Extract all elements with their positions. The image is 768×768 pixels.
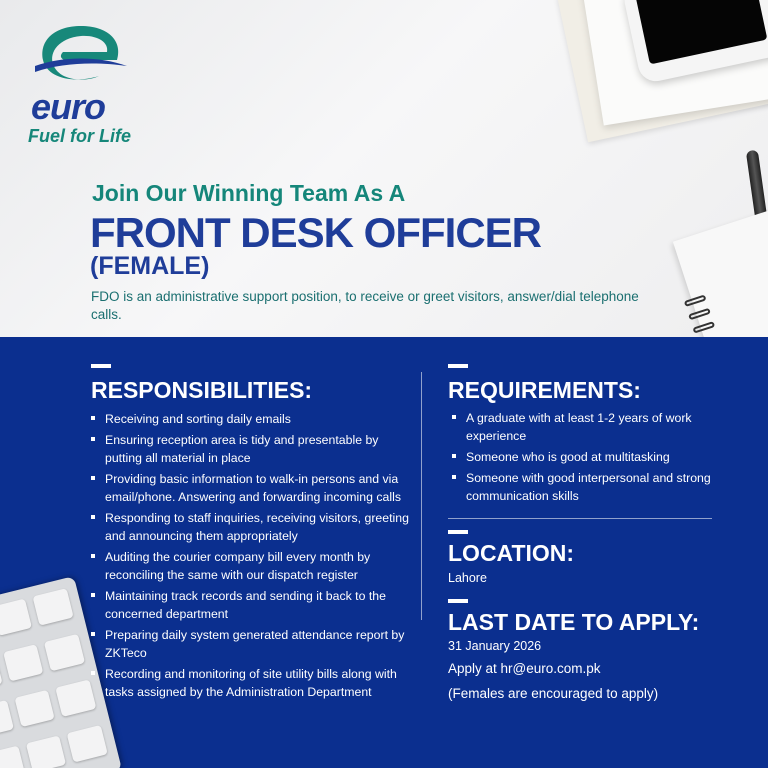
- section-marker: [448, 530, 468, 534]
- role-title: FRONT DESK OFFICER: [90, 209, 541, 256]
- list-item: Receiving and sorting daily emails: [91, 410, 409, 428]
- deadline-date: 31 January 2026: [448, 639, 542, 653]
- apply-note: (Females are encouraged to apply): [448, 686, 659, 701]
- list-item: Ensuring reception area is tidy and presentable by putting all material in place: [91, 431, 409, 467]
- column-divider: [421, 372, 422, 620]
- section-marker: [448, 599, 468, 603]
- list-item: Responding to staff inquiries, receiving visitors, greeting and announcing them appropriately: [91, 509, 409, 545]
- list-item: Someone with good interpersonal and strong communication skills: [452, 469, 722, 505]
- section-divider: [448, 518, 712, 519]
- join-heading: Join Our Winning Team As A: [92, 180, 406, 206]
- location-heading: LOCATION:: [448, 540, 575, 566]
- list-item: Maintaining track records and sending it back to the concerned department: [91, 587, 409, 623]
- responsibilities-heading: RESPONSIBILITIES:: [91, 377, 313, 403]
- role-subtitle: (FEMALE): [90, 252, 210, 280]
- header-section: [0, 0, 768, 337]
- location-value: Lahore: [448, 571, 487, 585]
- brand-name: euro: [31, 86, 106, 127]
- section-marker: [91, 364, 111, 368]
- list-item: Providing basic information to walk-in persons and via email/phone. Answering and forwarding incoming calls: [91, 470, 409, 506]
- list-item: Recording and monitoring of site utility bills along with tasks assigned by the Administration Department: [91, 665, 409, 701]
- deadline-heading: LAST DATE TO APPLY:: [448, 609, 700, 635]
- responsibilities-list: [91, 410, 409, 704]
- notebook-decoration: [673, 205, 768, 337]
- list-item: Auditing the courier company bill every month by reconciling the same with our dispatch register: [91, 548, 409, 584]
- requirements-heading: REQUIREMENTS:: [448, 377, 641, 403]
- requirements-list: [452, 409, 722, 508]
- brand-tagline: Fuel for Life: [28, 126, 131, 146]
- list-item: Preparing daily system generated attendance report by ZKTeco: [91, 626, 409, 662]
- list-item: Someone who is good at multitasking: [452, 448, 722, 466]
- euro-logo-icon: [33, 22, 129, 92]
- list-item: A graduate with at least 1-2 years of work experience: [452, 409, 722, 445]
- role-intro: FDO is an administrative support position, to receive or greet visitors, answer/dial telephone calls.: [91, 289, 639, 322]
- section-marker: [448, 364, 468, 368]
- apply-email: Apply at hr@euro.com.pk: [448, 661, 601, 676]
